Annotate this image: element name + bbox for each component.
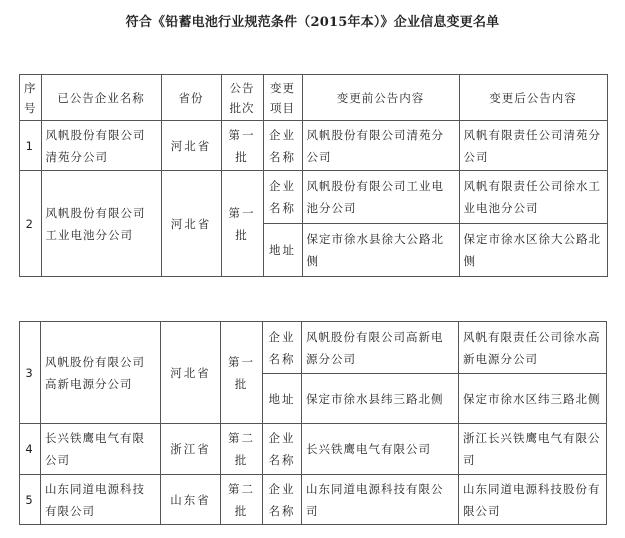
row-after: 山东同道电源科技股份有限公司 <box>459 475 607 525</box>
header-batch: 公告批次 <box>221 75 263 121</box>
row-after: 浙江长兴铁鹰电气有限公司 <box>459 424 607 475</box>
row-company: 风帆股份有限公司高新电源分公司 <box>41 322 161 424</box>
header-province: 省份 <box>161 75 221 121</box>
row-batch: 第二批 <box>221 424 263 475</box>
change-table-part-1 <box>19 74 608 277</box>
table-row <box>20 424 607 475</box>
row-after: 风帆有限责任公司徐水工业电池分公司 <box>459 171 607 224</box>
table-row <box>20 171 608 224</box>
table-row <box>20 121 608 171</box>
row-before: 风帆股份有限公司工业电池分公司 <box>302 171 459 224</box>
document-title: 符合《铅蓄电池行业规范条件（2015年本）》企业信息变更名单 <box>125 15 500 30</box>
row-change-item: 企业名称 <box>263 322 302 374</box>
row-before: 保定市徐水县徐大公路北侧 <box>302 224 459 277</box>
row-before: 山东同道电源科技有限公司 <box>302 475 459 525</box>
row-change-item: 企业名称 <box>263 171 302 224</box>
table-row <box>20 475 607 525</box>
row-index: 2 <box>20 171 42 277</box>
row-batch: 第二批 <box>221 475 263 525</box>
row-province: 河北省 <box>161 121 221 171</box>
row-province: 河北省 <box>161 322 221 424</box>
row-change-item: 地址 <box>263 374 302 424</box>
header-before: 变更前公告内容 <box>302 75 459 121</box>
row-batch: 第一批 <box>221 121 263 171</box>
table-row <box>20 322 607 374</box>
row-change-item: 地址 <box>263 224 302 277</box>
row-province: 河北省 <box>161 171 221 277</box>
row-index: 3 <box>20 322 41 424</box>
row-province: 浙江省 <box>161 424 221 475</box>
row-change-item: 企业名称 <box>263 475 302 525</box>
header-index: 序号 <box>20 75 42 121</box>
row-after: 风帆有限责任公司清苑分公司 <box>459 121 607 171</box>
row-province: 山东省 <box>161 475 221 525</box>
row-before: 保定市徐水县纬三路北侧 <box>302 374 459 424</box>
row-before: 风帆股份有限公司清苑分公司 <box>302 121 459 171</box>
table-header-row <box>20 75 608 121</box>
row-company: 山东同道电源科技有限公司 <box>41 475 161 525</box>
row-after: 风帆有限责任公司徐水高新电源分公司 <box>459 322 607 374</box>
header-company: 已公告企业名称 <box>41 75 161 121</box>
row-company: 风帆股份有限公司工业电池分公司 <box>41 171 161 277</box>
row-before: 风帆股份有限公司高新电源分公司 <box>302 322 459 374</box>
row-after: 保定市徐水区纬三路北侧 <box>459 374 607 424</box>
row-batch: 第一批 <box>221 322 263 424</box>
header-item: 变更项目 <box>263 75 302 121</box>
row-batch: 第一批 <box>221 171 263 277</box>
row-company: 风帆股份有限公司清苑分公司 <box>41 121 161 171</box>
row-change-item: 企业名称 <box>263 121 302 171</box>
header-after: 变更后公告内容 <box>459 75 607 121</box>
row-index: 5 <box>20 475 41 525</box>
row-index: 1 <box>20 121 42 171</box>
row-index: 4 <box>20 424 41 475</box>
row-after: 保定市徐水区徐大公路北侧 <box>459 224 607 277</box>
change-table-part-2 <box>19 321 607 525</box>
row-before: 长兴铁鹰电气有限公司 <box>302 424 459 475</box>
row-company: 长兴铁鹰电气有限公司 <box>41 424 161 475</box>
row-change-item: 企业名称 <box>263 424 302 475</box>
